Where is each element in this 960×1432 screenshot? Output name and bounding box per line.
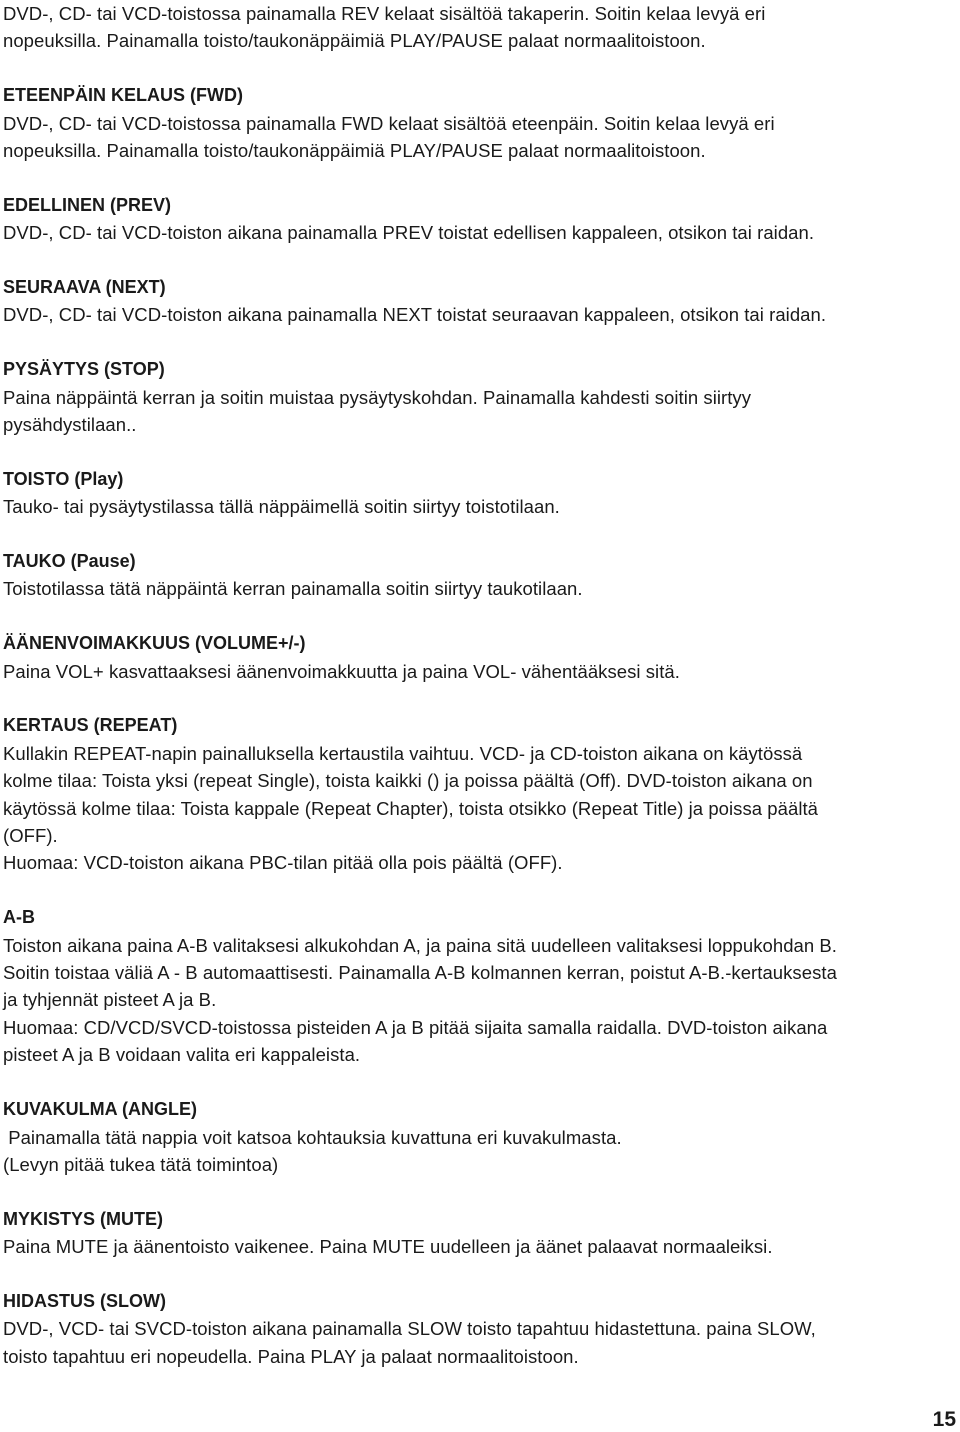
section-line: Paina MUTE ja äänentoisto vaikenee. Paina MUTE uudelleen ja äänet palaavat normaaleiksi. — [3, 1236, 773, 1258]
section-heading: HIDASTUS (SLOW) — [3, 1290, 166, 1311]
section-line: Toistotilassa tätä näppäintä kerran painamalla soitin siirtyy taukotilaan. — [3, 578, 583, 600]
section-heading: MYKISTYS (MUTE) — [3, 1208, 163, 1229]
section-line: nopeuksilla. Painamalla toisto/taukonäppäimiä PLAY/PAUSE palaat normaalitoistoon. — [3, 140, 706, 162]
intro-line-2: nopeuksilla. Painamalla toisto/taukonäppäimiä PLAY/PAUSE palaat normaalitoistoon. — [3, 30, 706, 52]
section-line: Paina VOL+ kasvattaaksesi äänenvoimakkuutta ja paina VOL- vähentääksesi sitä. — [3, 660, 680, 682]
section-line: DVD-, CD- tai VCD-toiston aikana painamalla NEXT toistat seuraavan kappaleen, otsikon tai raidan. — [3, 304, 827, 326]
section-pause — [3, 548, 953, 603]
section-line: DVD-, VCD- tai SVCD-toiston aikana painamalla SLOW toisto tapahtuu hidastettuna. paina SLOW, — [3, 1318, 816, 1340]
section-line: Huomaa: VCD-toiston aikana PBC-tilan pitää olla pois päältä (OFF). — [3, 852, 563, 874]
section-line: Tauko- tai pysäytystilassa tällä näppäimellä soitin siirtyy toistotilaan. — [3, 496, 560, 518]
section-heading: EDELLINEN (PREV) — [3, 194, 172, 215]
section-line: pysähdystilaan.. — [3, 414, 137, 436]
section-line: toisto tapahtuu eri nopeudella. Paina PLAY ja palaat normaalitoistoon. — [3, 1345, 579, 1367]
intro-section — [3, 0, 953, 55]
section-line: Paina näppäintä kerran ja soitin muistaa pysäytyskohdan. Painamalla kahdesti soitin siirtyy — [3, 386, 752, 408]
section-heading: ETEENPÄIN KELAUS (FWD) — [3, 85, 243, 106]
section-heading: PYSÄYTYS (STOP) — [3, 359, 165, 380]
section-line: Toiston aikana paina A-B valitaksesi alkukohdan A, ja paina sitä uudelleen valitaksesi loppukohdan B. — [3, 934, 837, 956]
section-play — [3, 466, 953, 521]
section-stop — [3, 356, 953, 438]
section-line: DVD-, CD- tai VCD-toiston aikana painamalla PREV toistat edellisen kappaleen, otsikon tai raidan. — [3, 222, 815, 244]
section-line: (OFF). — [3, 825, 58, 847]
section-line: kolme tilaa: Toista yksi (repeat Single), toista kaikki () ja poissa päältä (Off). DVD-toiston aikana on — [3, 770, 813, 792]
section-heading: A-B — [3, 907, 35, 928]
section-line: Huomaa: CD/VCD/SVCD-toistossa pisteiden A ja B pitää sijaita samalla raidalla. DVD-toiston aikana — [3, 1016, 828, 1038]
section-heading: KUVAKULMA (ANGLE) — [3, 1099, 197, 1120]
section-line: käytössä kolme tilaa: Toista kappale (Repeat Chapter), toista otsikko (Repeat Title) ja poissa päältä — [3, 797, 819, 819]
section-line: Soitin toistaa väliä A - B automaattisesti. Painamalla A-B kolmannen kerran, poistut A-B.-kertauksesta — [3, 962, 837, 984]
section-heading: ÄÄNENVOIMAKKUUS (VOLUME+/-) — [3, 633, 306, 654]
manual-page — [3, 0, 953, 1370]
section-heading: TOISTO (Play) — [3, 468, 124, 489]
section-heading: KERTAUS (REPEAT) — [3, 715, 178, 736]
section-heading: SEURAAVA (NEXT) — [3, 277, 166, 298]
section-line: Painamalla tätä nappia voit katsoa kohtauksia kuvattuna eri kuvakulmasta. — [3, 1126, 622, 1148]
section-line: ja tyhjennät pisteet A ja B. — [3, 989, 217, 1011]
section-a-b — [3, 904, 953, 1068]
section-repeat — [3, 712, 953, 876]
section-line: (Levyn pitää tukea tätä toimintoa) — [3, 1153, 279, 1175]
section-fwd — [3, 82, 953, 164]
section-angle — [3, 1096, 953, 1178]
section-line: DVD-, CD- tai VCD-toistossa painamalla FWD kelaat sisältöä eteenpäin. Soitin kelaa levyä eri — [3, 112, 775, 134]
section-prev — [3, 192, 953, 247]
intro-line-1: DVD-, CD- tai VCD-toistossa painamalla REV kelaat sisältöä takaperin. Soitin kelaa levyä eri — [3, 3, 766, 24]
section-volume — [3, 630, 953, 685]
section-slow — [3, 1288, 953, 1370]
page-number: 15 — [932, 1408, 956, 1431]
section-line: pisteet A ja B voidaan valita eri kappaleista. — [3, 1044, 361, 1066]
section-heading: TAUKO (Pause) — [3, 551, 136, 572]
section-mute — [3, 1206, 953, 1261]
section-line: Kullakin REPEAT-napin painalluksella kertaustila vaihtuu. VCD- ja CD-toiston aikana on käytössä — [3, 742, 803, 764]
section-next — [3, 274, 953, 329]
